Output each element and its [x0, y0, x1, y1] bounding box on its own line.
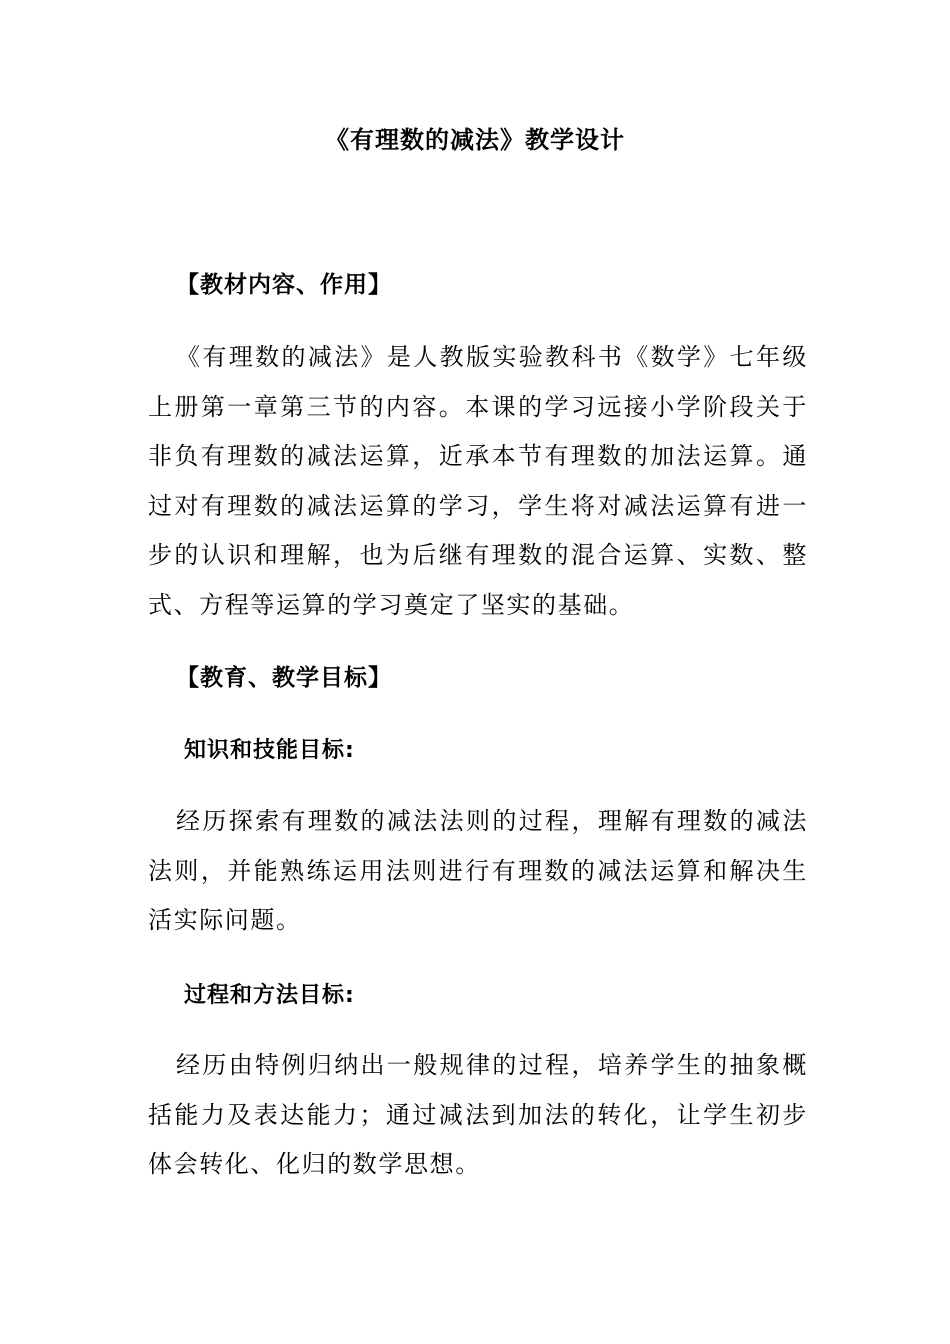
section-heading-goals: 【教育、教学目标】: [176, 665, 392, 691]
document-title: 《有理数的减法》教学设计: [325, 126, 625, 154]
process-goal-heading: 过程和方法目标:: [184, 983, 355, 1008]
knowledge-goal-heading: 知识和技能目标:: [184, 738, 355, 763]
process-goal-paragraph: 经历由特例归纳出一般规律的过程，培养学生的抽象概括能力及表达能力；通过减法到加法的转化，让学生初步体会转化、化归的数学思想。: [148, 1051, 808, 1178]
material-paragraph: 《有理数的减法》是人教版实验教科书《数学》七年级上册第一章第三节的内容。本课的学习远接小学阶段关于非负有理数的减法运算，近承本节有理数的加法运算。通过对有理数的减法运算的学习，学生将对减法运算有进一步的认识和理解，也为后继有理数的混合运算、实数、整式、方程等运算的学习奠定了坚实的基础。: [148, 343, 808, 619]
knowledge-goal-paragraph: 经历探索有理数的减法法则的过程，理解有理数的减法法则，并能熟练运用法则进行有理数的减法运算和解决生活实际问题。: [148, 807, 808, 934]
section-heading-material: 【教材内容、作用】: [176, 272, 392, 298]
